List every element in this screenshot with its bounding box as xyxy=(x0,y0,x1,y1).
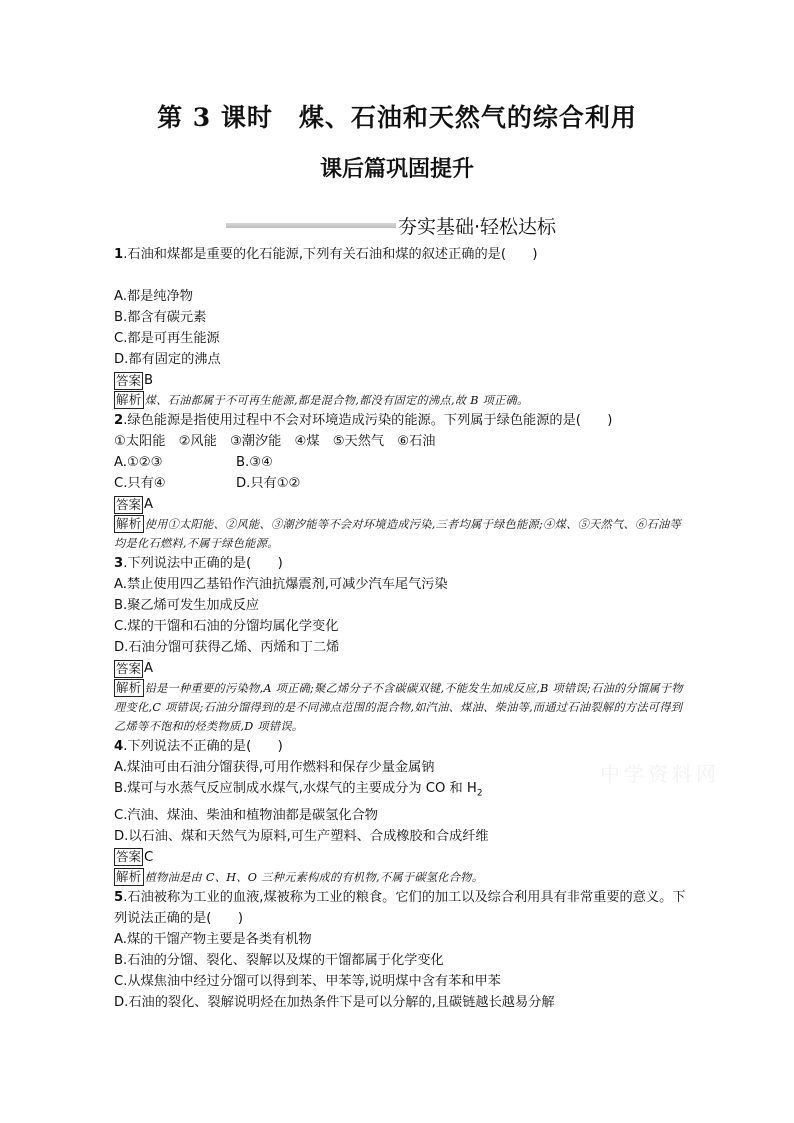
explanation: 解析 铅是一种重要的污染物,A 项正确;聚乙烯分子不含碳碳双键,不能发生加成反应,B 项错误;石油的分馏属于物理变化,C 项错误;石油分馏得到的是不同沸点范围的混合物,如汽油、煤油、柴油等,而通过石油裂解的方法可得到乙烯等不饱和的烃类物质,D 项错误。 xyxy=(114,680,683,733)
question-5 xyxy=(114,887,686,1013)
question-1 xyxy=(114,244,686,410)
question-stem: 4.下列说法不正确的是( ) xyxy=(114,739,283,754)
option-c: C.只有④ xyxy=(114,476,166,491)
option-b: B.石油的分馏、裂化、裂解以及煤的干馏都属于化学变化 xyxy=(114,952,444,968)
explanation: 解析 使用①太阳能、②风能、③潮汐能等不会对环境造成污染,三者均属于绿色能源;④煤、⑤天然气、⑥石油等均是化石燃料,不属于绿色能源。 xyxy=(114,516,681,550)
section-rule xyxy=(226,223,396,228)
option-a: A.①②③ xyxy=(114,455,163,470)
option-c: C.都是可再生能源 xyxy=(114,331,220,346)
page-subtitle: 课后篇巩固提升 xyxy=(319,156,474,182)
explanation: 解析 煤、石油都属于不可再生能源,都是混合物,都没有固定的沸点,故 B 项正确。 xyxy=(116,392,529,407)
watermark: 中学资料网 xyxy=(600,762,720,786)
answer-value: A xyxy=(144,661,154,676)
option-d: D.石油的裂化、裂解说明烃在加热条件下是可以分解的,且碳链越长越易分解 xyxy=(114,994,555,1010)
option-c: C.从煤焦油中经过分馏可以得到苯、甲苯等,说明煤中含有苯和甲苯 xyxy=(114,973,501,989)
answer-tag: 答案 xyxy=(116,660,142,676)
explain-tag: 解析 xyxy=(116,868,142,884)
option-d: D.以石油、煤和天然气为原料,可生产塑料、合成橡胶和合成纤维 xyxy=(114,828,489,844)
question-list xyxy=(114,244,686,1013)
explain-tag: 解析 xyxy=(116,680,142,695)
option-d: D.只有①② xyxy=(236,476,301,491)
answer-value: B xyxy=(144,373,154,388)
section-label: 夯实基础·轻松达标 xyxy=(398,216,557,238)
answer-line xyxy=(114,370,686,391)
page-title: 第 3 课时 煤、石油和天然气的综合利用 xyxy=(157,103,637,132)
option-a: A.禁止使用四乙基铅作汽油抗爆震剂,可减少汽车尾气污染 xyxy=(114,577,448,592)
section-heading xyxy=(226,214,580,236)
answer-line xyxy=(114,658,686,679)
answer-tag: 答案 xyxy=(116,849,142,865)
answer-value: C xyxy=(144,849,154,865)
option-c: C.煤的干馏和石油的分馏均属化学变化 xyxy=(114,619,339,634)
answer-value: A xyxy=(144,497,154,512)
answer-tag: 答案 xyxy=(116,372,142,388)
explain-tag: 解析 xyxy=(116,516,142,531)
question-items: ①太阳能 ②风能 ③潮汐能 ④煤 ⑤天然气 ⑥石油 xyxy=(114,434,436,449)
question-stem: 3.下列说法中正确的是( ) xyxy=(114,556,283,571)
answer-line xyxy=(114,494,686,515)
option-b: B.聚乙烯可发生加成反应 xyxy=(114,598,260,613)
answer-tag: 答案 xyxy=(116,496,142,512)
question-stem: 1.石油和煤都是重要的化石能源,下列有关石油和煤的叙述正确的是( ) xyxy=(114,247,538,262)
answer-line xyxy=(114,847,686,868)
question-3 xyxy=(114,553,686,736)
question-stem: 2.绿色能源是指使用过程中不会对环境造成污染的能源。下列属于绿色能源的是( ) xyxy=(114,413,613,428)
option-c: C.汽油、煤油、柴油和植物油都是碳氢化合物 xyxy=(114,807,378,823)
option-a: A.都是纯净物 xyxy=(114,289,193,304)
option-d: D.石油分馏可获得乙烯、丙烯和丁二烯 xyxy=(114,640,340,655)
option-a: A.煤油可由石油分馏获得,可用作燃料和保存少量金属钠 xyxy=(114,760,435,775)
option-a: A.煤的干馏产物主要是各类有机物 xyxy=(114,931,312,947)
explain-tag: 解析 xyxy=(116,392,142,407)
question-stem: 5.石油被称为工业的血液,煤被称为工业的粮食。它们的加工以及综合利用具有非常重要的意义。下列说法正确的是( ) xyxy=(114,889,686,926)
option-b: B.煤可与水蒸气反应制成水煤气,水煤气的主要成分为 CO 和 $H_2$ xyxy=(114,781,483,799)
option-b: B.都含有碳元素 xyxy=(114,310,207,325)
question-2 xyxy=(114,410,686,553)
option-d: D.都有固定的沸点 xyxy=(114,352,221,367)
option-b: B.③④ xyxy=(236,455,273,470)
explanation: 解析 植物油是由 C、H、O 三种元素构成的有机物,不属于碳氢化合物。 xyxy=(116,868,484,884)
